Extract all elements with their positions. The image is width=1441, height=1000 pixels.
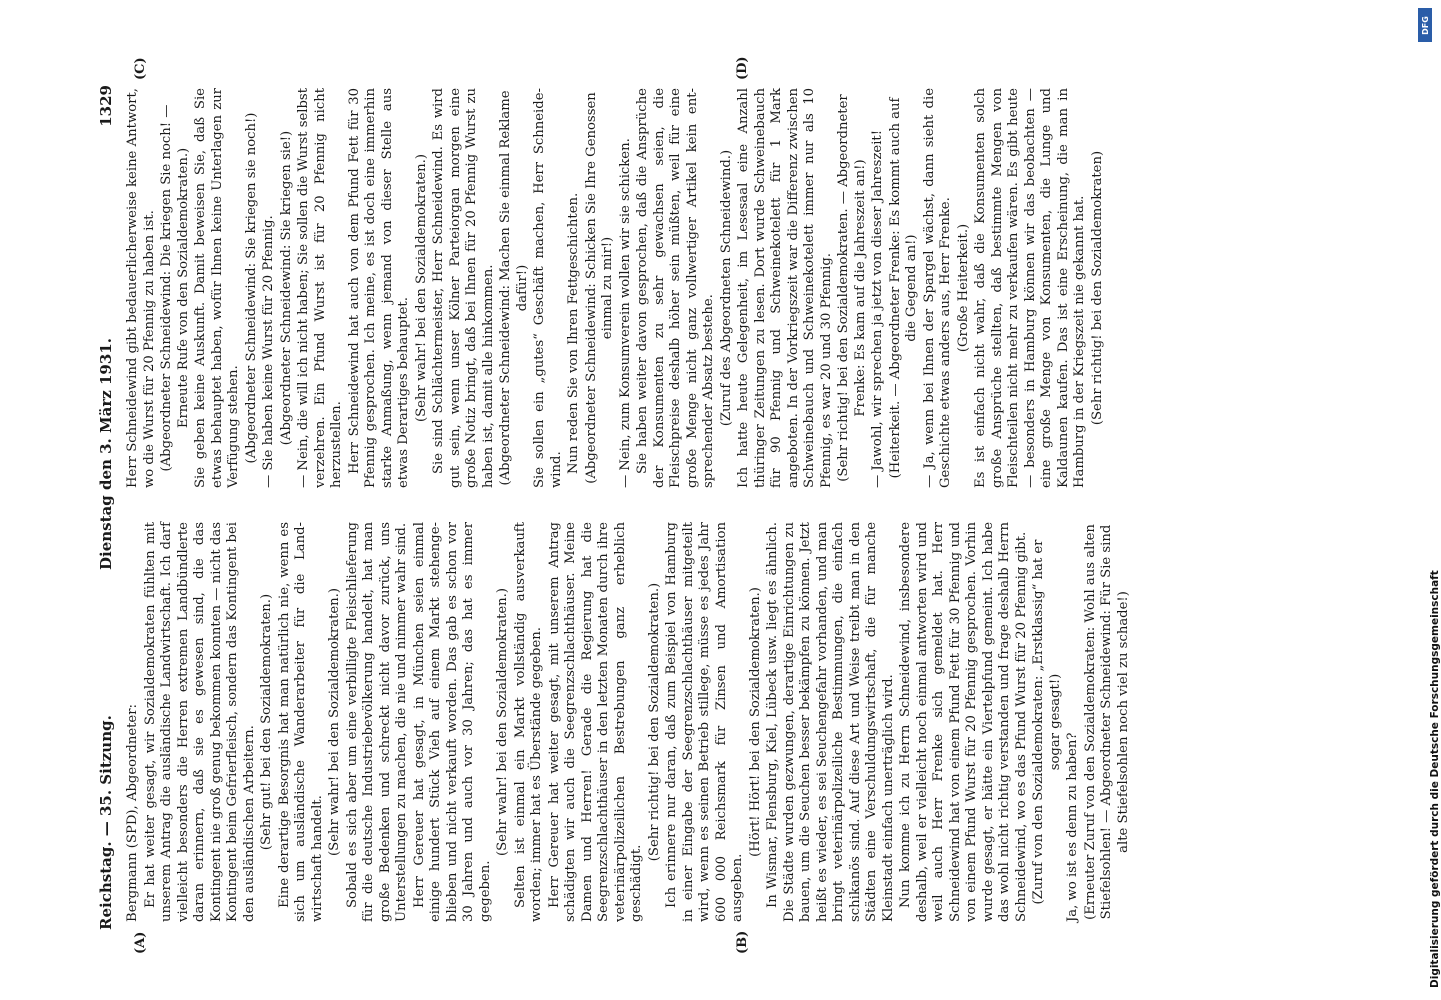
interjection-paragraph: (Sehr wahr! bei den Sozialdemokraten.)	[495, 588, 510, 856]
speech-paragraph: Sobald es sich aber um eine verbilligte Fleischlieferung für die deutsche Industriebevölkerung handelt, hat man große Bedenken und schreckt nicht davor zurück, uns Unterstellungen zu machen, die nie und nimmer wahr sind.	[344, 522, 409, 922]
interjection-paragraph: (Hört! Hört! bei den Sozialdemokraten.)	[747, 587, 763, 857]
interjection-paragraph: (Abgeordneter Schneidewind: Machen Sie einmal Reklame dafür!)	[498, 90, 530, 486]
speech-paragraph: Nun komme ich zu Herrn Schneidewind, insbesondere deshalb, weil er vielleicht noch einmal antworten wird und weil auch Herr Frenke sich gemeldet hat. Herr Schneidewind hat von einem Pfund Fett für 30 Pfennig und von einem Pfund Wurst für 20 Pfennig gesprochen. Vorhin wurde gesagt, er hätte ein Viertelpfund gemeint. Ich habe das wohl nicht richtig verstanden und frage deshalb Herrn Schneidewind, wo es das Pfund Wurst für 20 Pfennig gibt.	[898, 522, 1029, 922]
speech-paragraph: Er hat weiter gesagt, wir Sozialdemokraten fühlten mit unserem Antrag die ausländische Landwirtschaft. Ich darf vielleicht besonders die Herren extremen Landbündlerte daran erinnern, daß sie es gewesen sind, die das Kontingent nie groß genug bekommen konnten — nicht das Kontingent beim Gefrierfleisch, sondern das Kontingent bei den ausländischen Arbeitern.	[142, 522, 257, 922]
margin-marker-b: (B)	[735, 930, 750, 954]
speech-paragraph: Nun reden Sie von Ihren Fettgeschichten.	[566, 192, 581, 474]
header-center: Dienstag den 3. März 1931.	[97, 338, 115, 570]
dfg-logo	[1418, 8, 1432, 42]
interjection-paragraph: (Sehr richtig! bei den Sozialdemokraten)	[1089, 150, 1105, 426]
interjection-paragraph: (Abgeordneter Schneidewind: Schicken Sie Ihre Genossen einmal zu mir!)	[583, 92, 615, 484]
interjection-paragraph: (Sehr gut! bei den Sozialdemokraten.)	[259, 593, 274, 851]
speech-paragraph: Selten ist einmal ein Markt vollständig ausverkauft worden; immer hat es Überstände gegeben.	[512, 522, 544, 922]
interjection-paragraph: (Zuruf des Abgeordneten Schneidewind.)	[718, 149, 734, 427]
interjection-paragraph: (Abgeordneter Schneidewind: Die kriegen Sie noch! — Erneute Rufe von den Sozialdemokraten.)	[159, 104, 191, 472]
interjection-paragraph: (Sehr richtig! bei den Sozialdemokraten. — Abgeordneter Frenke: Es kam auf die Jahreszeit an!)	[836, 94, 868, 482]
speech-paragraph: Herr Gereuer hat weiter gesagt, mit unserem Antrag schädigten wir auch die Seegrenzschlachthäuser. Meine Damen und Herren! Gerade die Regierung hat die Seegrenzschlachthäuser in den letzten Monaten durch ihre veterinärpolizeilichen Bestrebungen ganz erheblich geschädigt.	[546, 522, 644, 922]
interjection-paragraph: (Heiterkeit. — Abgeordneter Frenke: Es kommt auch auf die Gegend an!)	[887, 97, 919, 479]
speech-paragraph: Ich hatte heute Gelegenheit, im Lesesaal eine Anzahl thüringer Zeitungen zu lesen. Dort wurde Schweinebauch für 90 Pfennig und Schweinekotelett für 1 Mark angeboten. In der Vorkriegszeit war die Differenz zwischen Schweinebauch und Schweinekotelett immer nur als 10 Pfennig, es war 20 und 30 Pfennig.	[736, 88, 834, 488]
speech-paragraph: Herr Schneidewind hat auch von dem Pfund Fett für 30 Pfennig gesprochen. Ich meine, es ist doch eine immerhin starke Anmaßung, wenn jemand von dieser Stelle aus etwas Derartiges behauptet.	[346, 88, 411, 488]
interjection-paragraph: (Sehr wahr! bei den Sozialdemokraten.)	[413, 154, 429, 422]
right-text-column	[125, 88, 1107, 488]
speech-paragraph: Es ist einfach nicht wahr, daß die Konsumenten solch große Ansprüche stellten, daß bestimmte Mengen von Fleischteilen nicht mehr zu verkaufen wären. Es gibt heute — besonders in Hamburg können wir das beobachten — eine große Menge von Konsumenten, die Lunge und Kaldaunen kaufen. Das ist eine Erscheinung, die man in Hamburg in der Kriegszeit nie gekannt hat.	[973, 88, 1087, 488]
dfg-logo-text: DFG	[1420, 15, 1430, 35]
digitization-credit	[1417, 44, 1441, 990]
speech-paragraph: — Jawohl, wir sprechen ja jetzt von dieser Jahreszeit!	[870, 129, 885, 488]
margin-marker-c: (C)	[133, 57, 148, 80]
margin-marker-d: (D)	[735, 56, 750, 80]
interjection-paragraph: (Abgeordneter Schneidewind: Sie kriegen sie!)	[278, 130, 294, 446]
speech-paragraph: Sie haben weiter davon gesprochen, daß die Ansprüche der Konsumenten zu sehr gewachsen seien, die Fleischpreise deshalb höher sein müßten, weil für eine große Menge nicht ganz vollwertiger Artikel kein entsprechender Absatz bestehe.	[635, 88, 716, 488]
page-header	[95, 80, 123, 930]
speech-paragraph: Herr Schneidewind gibt bedauerlicherweise keine Antwort, wo die Wurst für 20 Pfennig zu haben ist.	[125, 88, 157, 488]
speech-paragraph: Herr Gereuer hat gesagt, in München seien einmal einige hundert Stück Vieh auf einem Markt stehengeblieben und nicht verkauft worden. Das gab es schon vor 30 Jahren und auch vor 30 Jahren; das hat es immer gegeben.	[411, 522, 493, 922]
left-text-column	[125, 522, 1133, 922]
interjection-paragraph: (Zuruf von den Sozialdemokraten: „Erstklassig“ hat er sogar gesagt!)	[1031, 539, 1063, 905]
speech-paragraph: — Nein, zum Konsumverein wollen wir sie schicken.	[617, 138, 633, 488]
interjection-paragraph: (Sehr richtig! bei den Sozialdemokraten.)	[646, 582, 662, 862]
header-left: Reichstag. — 35. Sitzung.	[97, 715, 115, 930]
scanned-page	[95, 56, 1395, 954]
interjection-paragraph: (Abgeordneter Schneidewind: Sie kriegen sie noch!)	[243, 112, 259, 464]
speech-paragraph: Sie geben keine Auskunft. Damit beweisen Sie, daß Sie etwas behauptet haben, wofür Ihnen keine Unterlagen zur Verfügung stehen.	[193, 88, 241, 488]
speech-paragraph: — Ja, wenn bei Ihnen der Spargel wächst, dann sieht die Geschichte etwas anders aus, Herr Frenke.	[921, 88, 953, 488]
speech-paragraph: Sie sollen ein „gutes“ Geschäft machen, Herr Schneidewind.	[532, 88, 564, 488]
speech-paragraph: Sie sind Schlächtermeister, Herr Schneidewind. Es wird gut sein, wenn unser Kölner Parteiorgan morgen eine große Notiz bringt, daß bei Ihnen für 20 Pfennig Wurst zu haben ist, damit alle hinkommen.	[431, 88, 496, 488]
interjection-paragraph: (Große Heiterkeit.)	[955, 223, 971, 353]
interjection-paragraph: (Sehr wahr! bei den Sozialdemokraten.)	[327, 588, 342, 856]
digitization-credit-text: Digitalisierung gefördert durch die Deutsche Forschungsgemeinschaft	[1429, 570, 1441, 988]
speech-paragraph: Ja, wo ist es denn zu haben?	[1065, 732, 1080, 922]
speech-paragraph: — Sie haben keine Wurst für 20 Pfennig.	[261, 215, 276, 488]
page-number: 1329	[97, 85, 115, 127]
speech-paragraph: Bergmann (SPD), Abgeordneter:	[125, 704, 140, 922]
speech-paragraph: — Nein, die will ich nicht haben; Sie sollen die Wurst selbst verzehren. Ein Pfund Wurst ist für 20 Pfennig nicht herzustellen.	[296, 88, 344, 488]
margin-marker-a: (A)	[133, 931, 148, 954]
speech-paragraph: Eine derartige Besorgnis hat man natürlich nie, wenn es sich um ausländische Wanderarbeiter für die Landwirtschaft handelt.	[276, 522, 325, 922]
interjection-paragraph: (Erneuter Zuruf von den Sozialdemokraten: Wohl aus alten Stiefelsohlen! — Abgeordneter Schneidewind: Für Sie sind alte Stiefelsohlen noch viel zu schade!)	[1082, 524, 1131, 920]
speech-paragraph: In Wismar, Flensburg, Kiel, Lübeck usw. liegt es ähnlich. Die Städte wurden gezwungen, derartige Einrichtungen zu bauen, um die Seuchen besser bekämpfen zu können. Jetzt heißt es wieder, es sei Seuchengefahr vorhanden, und man bringt veterinärpolizeiliche Bestimmungen, die einfach schikanös sind. Auf diese Art und Weise treibt man in den Städten eine Verschuldungswirtschaft, die für manche Kleinstadt einfach unerträglich wird.	[765, 522, 896, 922]
speech-paragraph: Ich erinnere nur daran, daß zum Beispiel von Hamburg in einer Eingabe der Seegrenzschlachthäuser mitgeteilt wird, wenn es seinen Betrieb stillege, müsse es jedes Jahr 600 000 Reichsmark für Zinsen und Amortisation ausgeben.	[664, 522, 745, 922]
